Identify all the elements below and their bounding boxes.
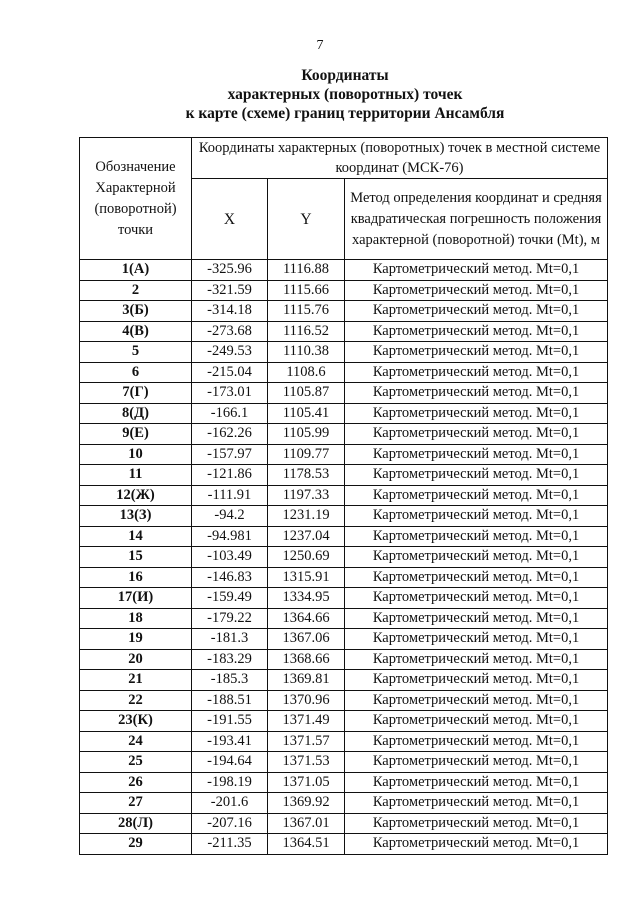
point-designation-cell: 15	[80, 547, 192, 568]
table-row	[80, 506, 608, 527]
y-coordinate-cell: 1371.57	[268, 731, 345, 752]
x-coordinate-cell: -249.53	[192, 342, 268, 363]
x-coordinate-cell: -211.35	[192, 834, 268, 855]
y-coordinate-cell: 1367.01	[268, 813, 345, 834]
y-coordinate-cell: 1116.52	[268, 321, 345, 342]
table-row	[80, 526, 608, 547]
y-coordinate-cell: 1237.04	[268, 526, 345, 547]
x-coordinate-cell: -185.3	[192, 670, 268, 691]
method-cell: Картометрический метод. Mt=0,1	[345, 280, 608, 301]
y-coordinate-cell: 1368.66	[268, 649, 345, 670]
y-coordinate-cell: 1105.99	[268, 424, 345, 445]
point-designation-cell: 7(Г)	[80, 383, 192, 404]
x-coordinate-cell: -188.51	[192, 690, 268, 711]
y-coordinate-cell: 1367.06	[268, 629, 345, 650]
table-row	[80, 465, 608, 486]
x-coordinate-cell: -111.91	[192, 485, 268, 506]
x-coordinate-cell: -162.26	[192, 424, 268, 445]
x-coordinate-cell: -179.22	[192, 608, 268, 629]
table-row	[80, 772, 608, 793]
method-cell: Картометрический метод. Mt=0,1	[345, 731, 608, 752]
header-method: Метод определения координат и средняя квадратическая погрешность положения характерной (поворотной) точки (Mt), м	[345, 179, 608, 260]
method-cell: Картометрический метод. Mt=0,1	[345, 813, 608, 834]
point-designation-cell: 14	[80, 526, 192, 547]
y-coordinate-cell: 1369.81	[268, 670, 345, 691]
x-coordinate-cell: -194.64	[192, 752, 268, 773]
table-row	[80, 403, 608, 424]
title-line-1: Координаты	[301, 67, 389, 84]
x-coordinate-cell: -181.3	[192, 629, 268, 650]
method-cell: Картометрический метод. Mt=0,1	[345, 670, 608, 691]
table-row	[80, 793, 608, 814]
table-row	[80, 424, 608, 445]
x-coordinate-cell: -198.19	[192, 772, 268, 793]
point-designation-cell: 19	[80, 629, 192, 650]
method-cell: Картометрический метод. Mt=0,1	[345, 444, 608, 465]
method-cell: Картометрический метод. Mt=0,1	[345, 649, 608, 670]
y-coordinate-cell: 1370.96	[268, 690, 345, 711]
header-designation: Обозначение Характерной (поворотной) точки	[80, 138, 192, 260]
document-title	[0, 66, 640, 123]
point-designation-cell: 22	[80, 690, 192, 711]
table-body	[80, 260, 608, 855]
method-cell: Картометрический метод. Mt=0,1	[345, 608, 608, 629]
y-coordinate-cell: 1369.92	[268, 793, 345, 814]
header-coordinates-group: Координаты характерных (поворотных) точек в местной системе координат (МСК-76)	[192, 138, 608, 179]
table-row	[80, 670, 608, 691]
point-designation-cell: 18	[80, 608, 192, 629]
point-designation-cell: 28(Л)	[80, 813, 192, 834]
table-row	[80, 567, 608, 588]
table-row	[80, 383, 608, 404]
method-cell: Картометрический метод. Mt=0,1	[345, 526, 608, 547]
y-coordinate-cell: 1109.77	[268, 444, 345, 465]
method-cell: Картометрический метод. Mt=0,1	[345, 301, 608, 322]
x-coordinate-cell: -215.04	[192, 362, 268, 383]
table-row	[80, 711, 608, 732]
y-coordinate-cell: 1108.6	[268, 362, 345, 383]
point-designation-cell: 27	[80, 793, 192, 814]
y-coordinate-cell: 1110.38	[268, 342, 345, 363]
x-coordinate-cell: -314.18	[192, 301, 268, 322]
table-row	[80, 485, 608, 506]
point-designation-cell: 21	[80, 670, 192, 691]
y-coordinate-cell: 1178.53	[268, 465, 345, 486]
x-coordinate-cell: -94.2	[192, 506, 268, 527]
point-designation-cell: 8(Д)	[80, 403, 192, 424]
point-designation-cell: 11	[80, 465, 192, 486]
point-designation-cell: 13(З)	[80, 506, 192, 527]
method-cell: Картометрический метод. Mt=0,1	[345, 752, 608, 773]
table-row	[80, 260, 608, 281]
table-row	[80, 834, 608, 855]
point-designation-cell: 25	[80, 752, 192, 773]
table-row	[80, 342, 608, 363]
table-row	[80, 588, 608, 609]
x-coordinate-cell: -166.1	[192, 403, 268, 424]
table-row	[80, 690, 608, 711]
method-cell: Картометрический метод. Mt=0,1	[345, 588, 608, 609]
y-coordinate-cell: 1115.66	[268, 280, 345, 301]
table-row	[80, 813, 608, 834]
method-cell: Картометрический метод. Mt=0,1	[345, 834, 608, 855]
y-coordinate-cell: 1371.53	[268, 752, 345, 773]
y-coordinate-cell: 1105.87	[268, 383, 345, 404]
x-coordinate-cell: -273.68	[192, 321, 268, 342]
method-cell: Картометрический метод. Mt=0,1	[345, 547, 608, 568]
table-row	[80, 752, 608, 773]
x-coordinate-cell: -103.49	[192, 547, 268, 568]
method-cell: Картометрический метод. Mt=0,1	[345, 342, 608, 363]
method-cell: Картометрический метод. Mt=0,1	[345, 793, 608, 814]
title-line-3: к карте (схеме) границ территории Ансамбля	[185, 105, 505, 122]
point-designation-cell: 4(В)	[80, 321, 192, 342]
x-coordinate-cell: -207.16	[192, 813, 268, 834]
point-designation-cell: 20	[80, 649, 192, 670]
x-coordinate-cell: -321.59	[192, 280, 268, 301]
point-designation-cell: 29	[80, 834, 192, 855]
y-coordinate-cell: 1371.05	[268, 772, 345, 793]
table-row	[80, 608, 608, 629]
point-designation-cell: 3(Б)	[80, 301, 192, 322]
x-coordinate-cell: -193.41	[192, 731, 268, 752]
point-designation-cell: 1(А)	[80, 260, 192, 281]
method-cell: Картометрический метод. Mt=0,1	[345, 465, 608, 486]
method-cell: Картометрический метод. Mt=0,1	[345, 506, 608, 527]
point-designation-cell: 6	[80, 362, 192, 383]
method-cell: Картометрический метод. Mt=0,1	[345, 362, 608, 383]
method-cell: Картометрический метод. Mt=0,1	[345, 711, 608, 732]
y-coordinate-cell: 1250.69	[268, 547, 345, 568]
y-coordinate-cell: 1364.51	[268, 834, 345, 855]
point-designation-cell: 16	[80, 567, 192, 588]
y-coordinate-cell: 1197.33	[268, 485, 345, 506]
method-cell: Картометрический метод. Mt=0,1	[345, 772, 608, 793]
x-coordinate-cell: -94.981	[192, 526, 268, 547]
table-row	[80, 280, 608, 301]
point-designation-cell: 12(Ж)	[80, 485, 192, 506]
point-designation-cell: 17(И)	[80, 588, 192, 609]
x-coordinate-cell: -201.6	[192, 793, 268, 814]
y-coordinate-cell: 1334.95	[268, 588, 345, 609]
x-coordinate-cell: -191.55	[192, 711, 268, 732]
coordinates-table	[79, 137, 608, 855]
x-coordinate-cell: -325.96	[192, 260, 268, 281]
header-y: Y	[268, 179, 345, 260]
y-coordinate-cell: 1105.41	[268, 403, 345, 424]
method-cell: Картометрический метод. Mt=0,1	[345, 260, 608, 281]
title-line-2: характерных (поворотных) точек	[227, 86, 463, 103]
point-designation-cell: 9(Е)	[80, 424, 192, 445]
method-cell: Картометрический метод. Mt=0,1	[345, 485, 608, 506]
point-designation-cell: 24	[80, 731, 192, 752]
x-coordinate-cell: -157.97	[192, 444, 268, 465]
table-row	[80, 301, 608, 322]
y-coordinate-cell: 1231.19	[268, 506, 345, 527]
table-row	[80, 731, 608, 752]
page-number: 7	[316, 38, 324, 53]
method-cell: Картометрический метод. Mt=0,1	[345, 567, 608, 588]
method-cell: Картометрический метод. Mt=0,1	[345, 424, 608, 445]
table-row	[80, 547, 608, 568]
table-row	[80, 444, 608, 465]
method-cell: Картометрический метод. Mt=0,1	[345, 629, 608, 650]
y-coordinate-cell: 1315.91	[268, 567, 345, 588]
point-designation-cell: 10	[80, 444, 192, 465]
y-coordinate-cell: 1364.66	[268, 608, 345, 629]
table-row	[80, 649, 608, 670]
point-designation-cell: 2	[80, 280, 192, 301]
point-designation-cell: 23(К)	[80, 711, 192, 732]
table-row	[80, 362, 608, 383]
header-x: X	[192, 179, 268, 260]
x-coordinate-cell: -146.83	[192, 567, 268, 588]
x-coordinate-cell: -159.49	[192, 588, 268, 609]
method-cell: Картометрический метод. Mt=0,1	[345, 383, 608, 404]
method-cell: Картометрический метод. Mt=0,1	[345, 690, 608, 711]
method-cell: Картометрический метод. Mt=0,1	[345, 403, 608, 424]
point-designation-cell: 5	[80, 342, 192, 363]
y-coordinate-cell: 1116.88	[268, 260, 345, 281]
y-coordinate-cell: 1115.76	[268, 301, 345, 322]
table-row	[80, 629, 608, 650]
x-coordinate-cell: -183.29	[192, 649, 268, 670]
table-row	[80, 321, 608, 342]
method-cell: Картометрический метод. Mt=0,1	[345, 321, 608, 342]
y-coordinate-cell: 1371.49	[268, 711, 345, 732]
x-coordinate-cell: -173.01	[192, 383, 268, 404]
point-designation-cell: 26	[80, 772, 192, 793]
x-coordinate-cell: -121.86	[192, 465, 268, 486]
